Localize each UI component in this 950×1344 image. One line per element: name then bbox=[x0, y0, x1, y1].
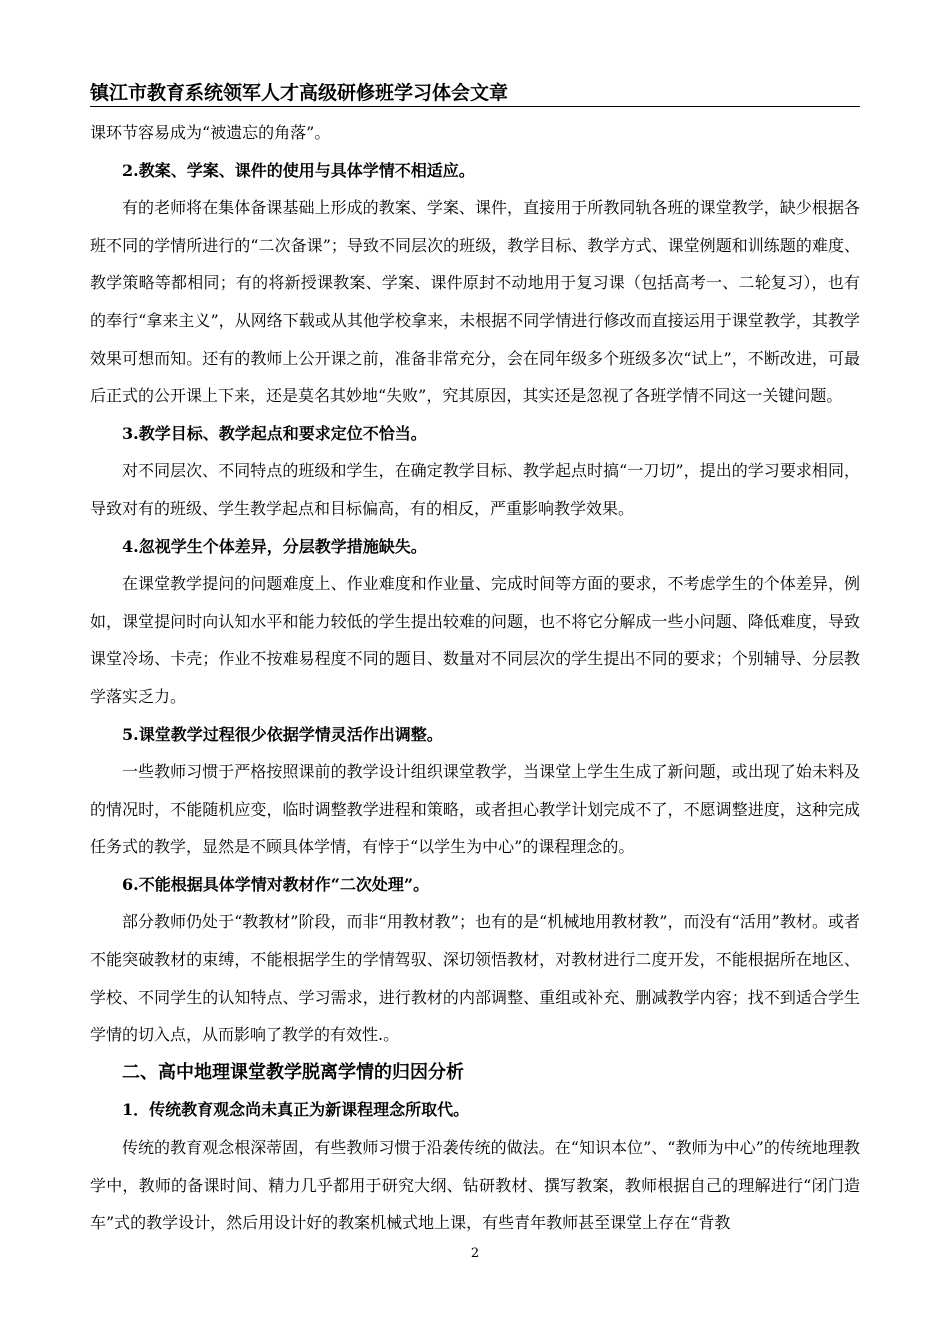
paragraph: 一些教师习惯于严格按照课前的教学设计组织课堂教学，当课堂上学生生成了新问题，或出现了始未料及的情况时，不能随机应变，临时调整教学进程和策略，或者担心教学计划完成不了，不愿调整进度，这种完成任务式的教学，显然是不顾具体学情，有悖于“以学生为中心”的课程理念的。 bbox=[90, 762, 860, 857]
page-header-title: 镇江市教育系统领军人才高级研修班学习体会文章 bbox=[90, 80, 860, 107]
item-heading-4: 4.忽视学生个体差异，分层教学措施缺失。 bbox=[122, 536, 427, 556]
paragraph: 传统的教育观念根深蒂固，有些教师习惯于沿袭传统的做法。在“知识本位”、“教师为中心”的传统地理教学中，教师的备课时间、精力几乎都用于研究大纲、钻研教材、撰写教案，教师根据自己的理解进行“闭门造车”式的教学设计，然后用设计好的教案机械式地上课，有些青年教师甚至课堂上存在“背教 bbox=[90, 1138, 860, 1233]
paragraph: 在课堂教学提问的问题难度上、作业难度和作业量、完成时间等方面的要求，不考虑学生的个体差异，例如，课堂提问时向认知水平和能力较低的学生提出较难的问题，也不将它分解成一些小问题、降低难度，导致课堂冷场、卡壳；作业不按难易程度不同的题目、数量对不同层次的学生提出不同的要求；个别辅导、分层教学落实乏力。 bbox=[90, 574, 860, 706]
item-heading-5: 5.课堂教学过程很少依据学情灵活作出调整。 bbox=[122, 724, 443, 744]
paragraph: 部分教师仍处于“教教材”阶段，而非“用教材教”；也有的是“机械地用教材教”，而没有“活用”教材。或者不能突破教材的束缚，不能根据学生的学情驾驭、深切领悟教材，对教材进行二度开发，不能根据所在地区、学校、不同学生的认知特点、学习需求，进行教材的内部调整、重组或补充、删减教学内容；找不到适合学生学情的切入点，从而影响了教学的有效性.。 bbox=[90, 912, 860, 1045]
item-heading-6: 6.不能根据具体学情对教材作“二次处理”。 bbox=[122, 874, 430, 894]
section-heading: 二、高中地理课堂教学脱离学情的归因分析 bbox=[122, 1061, 464, 1083]
paragraph: 有的老师将在集体备课基础上形成的教案、学案、课件，直接用于所教同轨各班的课堂教学，缺少根据各班不同的学情所进行的“二次备课”；导致不同层次的班级，教学目标、教学方式、课堂例题和训练题的难度、教学策略等都相同；有的将新授课教案、学案、课件原封不动地用于复习课（包括高考一、二轮复习），也有的奉行“拿来主义”，从网络下载或从其他学校拿来，未根据不同学情进行修改而直接运用于课堂教学，其教学效果可想而知。还有的教师上公开课之前，准备非常充分，会在同年级多个班级多次“试上”，不断改进，可最后正式的公开课上下来，还是莫名其妙地“失败”，究其原因，其实还是忽视了各班学情不同这一关键问题。 bbox=[90, 198, 860, 406]
item-heading-2: 2.教案、学案、课件的使用与具体学情不相适应。 bbox=[122, 160, 475, 180]
item-heading-3: 3.教学目标、教学起点和要求定位不恰当。 bbox=[122, 423, 427, 443]
page-number: 2 bbox=[470, 1246, 480, 1261]
item-heading-1: 1．传统教育观念尚未真正为新课程理念所取代。 bbox=[122, 1100, 470, 1120]
document-body bbox=[90, 114, 860, 1242]
paragraph: 课环节容易成为“被遗忘的角落”。 bbox=[90, 123, 331, 142]
paragraph: 对不同层次、不同特点的班级和学生，在确定教学目标、教学起点时搞“一刀切”，提出的学习要求相同，导致对有的班级、学生教学起点和目标偏高，有的相反，严重影响教学效果。 bbox=[90, 461, 860, 518]
